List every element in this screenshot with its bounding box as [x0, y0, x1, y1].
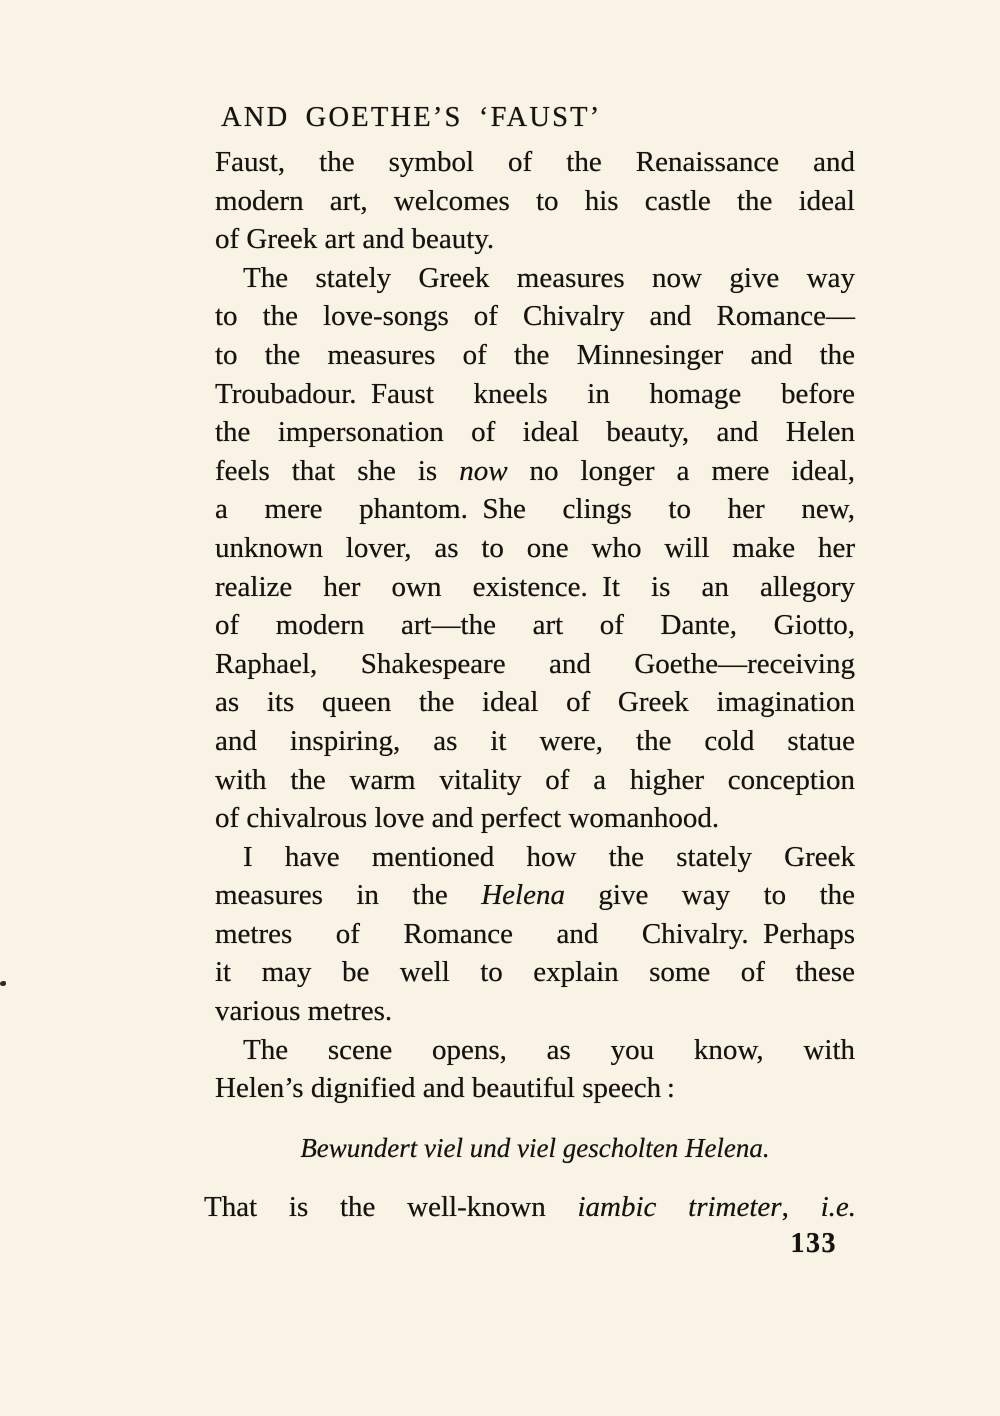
body-line: the impersonation of ideal beauty, and Helen: [215, 416, 855, 449]
body-line: it may be well to explain some of these: [215, 956, 855, 989]
body-line: realize her own existence. It is an allegory: [215, 570, 855, 603]
line-segment: give way to the: [564, 879, 855, 912]
body-line: of modern art—the art of Dante, Giotto,: [215, 609, 855, 642]
body-line: with the warm vitality of a higher conception: [215, 763, 855, 796]
line-segment: feels that she is: [215, 454, 460, 487]
body-line: metres of Romance and Chivalry. Perhaps: [215, 917, 855, 950]
page-number: 133: [790, 1228, 837, 1259]
body-line: [215, 876, 855, 915]
closing-sentence: [204, 1188, 856, 1227]
italic-abbreviation: i.e.: [820, 1191, 856, 1223]
line-segment: ,: [781, 1191, 821, 1223]
scan-speck: [0, 981, 6, 986]
body-line: unknown lover, as to one who will make her: [215, 531, 855, 564]
running-header: AND GOETHE’S ‘FAUST’: [221, 102, 602, 133]
body-line: Faust, the symbol of the Renaissance and: [215, 146, 855, 178]
body-line: a mere phantom. She clings to her new,: [215, 493, 855, 526]
line-segment: That is the well-known: [204, 1191, 578, 1223]
line-segment: measures in the: [215, 879, 482, 912]
body-line: I have mentioned how the stately Greek: [243, 840, 855, 873]
german-verse-quote: Bewundert viel und viel gescholten Helena.: [300, 1133, 770, 1163]
italic-word: Helena: [481, 879, 565, 912]
body-line: of chivalrous love and perfect womanhood.: [215, 802, 720, 835]
body-line: Helen’s dignified and beautiful speech :: [215, 1072, 675, 1105]
body-line: and inspiring, as it were, the cold statue: [215, 724, 855, 757]
body-line: Raphael, Shakespeare and Goethe—receiving: [215, 647, 855, 680]
italic-word: now: [459, 454, 508, 487]
body-line: to the measures of the Minnesinger and the: [215, 338, 855, 371]
body-line: The stately Greek measures now give way: [243, 261, 855, 294]
body-line: modern art, welcomes to his castle the ideal: [215, 184, 855, 217]
body-line: to the love-songs of Chivalry and Romance—: [215, 300, 855, 333]
body-line: of Greek art and beauty.: [215, 223, 495, 256]
italic-phrase: iambic trimeter: [577, 1191, 782, 1223]
line-segment: no longer a mere ideal,: [507, 454, 855, 487]
body-line: Troubadour. Faust kneels in homage before: [215, 377, 855, 410]
body-line: various metres.: [215, 995, 393, 1028]
body-text-block: [215, 143, 855, 1108]
body-line: The scene opens, as you know, with: [243, 1033, 855, 1066]
body-line: [215, 452, 855, 491]
body-line: as its queen the ideal of Greek imagination: [215, 686, 855, 719]
